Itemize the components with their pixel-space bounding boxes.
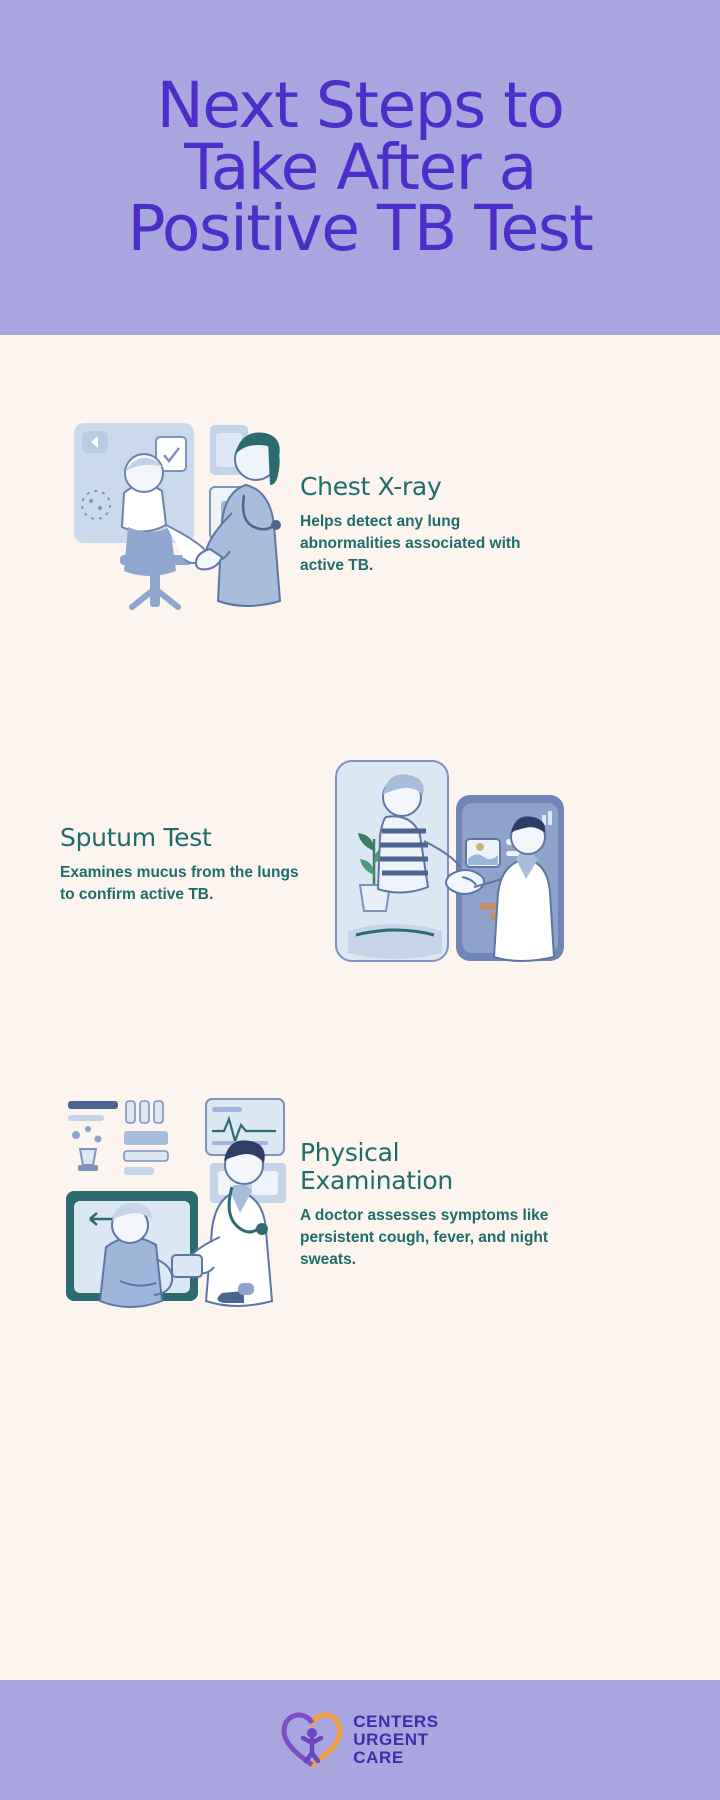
step-text-sputum-test (60, 824, 310, 906)
step-text-physical-examination (300, 1139, 550, 1271)
logo-wordmark (353, 1713, 438, 1766)
step-text-chest-xray (300, 473, 550, 577)
step-chest-xray (60, 415, 550, 635)
page-title-line-1: Next Steps to (156, 68, 564, 142)
clinician-examining-patient-illustration (60, 415, 300, 635)
step-title: Chest X-ray (300, 472, 442, 501)
step-sputum-test (60, 755, 570, 975)
footer-banner (0, 1680, 720, 1800)
step-description: Helps detect any lung abnormalities associated with active TB. (300, 513, 521, 574)
step-physical-examination (60, 1095, 550, 1315)
telehealth-handshake-illustration (330, 755, 570, 975)
page-title-line-2: Take After a (184, 130, 536, 204)
page-title-line-3: Positive TB Test (127, 192, 593, 266)
page-title (98, 68, 623, 266)
logo-line-3: CARE (353, 1747, 404, 1767)
centers-urgent-care-logo[interactable] (281, 1711, 438, 1769)
step-description: A doctor assesses symptoms like persistent cough, fever, and night sweats. (300, 1207, 549, 1268)
header-banner (0, 0, 720, 335)
heart-person-icon (281, 1711, 343, 1769)
step-title: Physical Examination (300, 1138, 453, 1195)
steps-container (0, 335, 720, 1680)
logo-line-2: URGENT (353, 1730, 429, 1750)
logo-line-1: CENTERS (353, 1712, 439, 1732)
doctor-with-stethoscope-and-patient-illustration (60, 1095, 300, 1315)
step-title: Sputum Test (60, 823, 212, 852)
step-description: Examines mucus from the lungs to confirm active TB. (60, 864, 299, 903)
